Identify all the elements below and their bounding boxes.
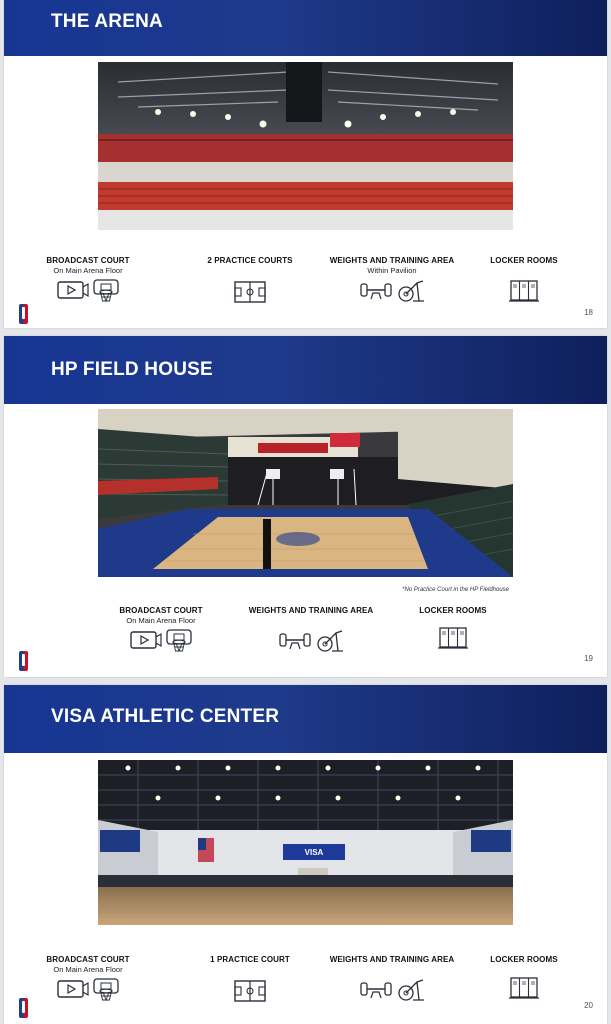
amenity-subtitle: On Main Arena Floor [53,266,123,275]
exercise-bike-icon [397,279,425,303]
slide-the-arena [4,0,607,328]
weight-bench-icon [278,629,312,651]
basketball-hoop-icon [93,279,119,303]
exercise-bike-icon [316,629,344,653]
basketball-hoop-icon [166,629,192,653]
amenity-title: BROADCAST COURT [46,955,130,964]
amenity-broadcast-court [13,955,163,1002]
amenity-weights-training [317,256,467,303]
amenity-title: LOCKER ROOMS [490,955,558,964]
slide-title: HP FIELD HOUSE [51,359,213,380]
amenity-title: BROADCAST COURT [46,256,130,265]
footnote: *No Practice Court in the HP Fieldhouse [402,587,509,593]
amenity-title: LOCKER ROOMS [419,606,487,615]
page-number: 18 [584,308,593,317]
visa-banner-text: VISA [304,848,324,857]
weight-bench-icon [359,978,393,1000]
amenity-title: WEIGHTS AND TRAINING AREA [248,606,374,615]
amenity-subtitle: On Main Arena Floor [53,965,123,974]
amenity-weights-training [236,606,386,653]
nba-logo [19,304,28,324]
amenity-title: WEIGHTS AND TRAINING AREA [329,256,455,265]
amenity-practice-court [175,955,325,1002]
slide-header [4,685,607,753]
slide-hp-field-house [4,336,607,677]
video-camera-icon [130,629,162,651]
arena-photo [98,62,513,230]
amenity-title: BROADCAST COURT [119,606,203,615]
page-number: 19 [584,654,593,663]
amenity-subtitle: On Main Arena Floor [126,616,196,625]
amenity-locker-rooms [449,955,599,999]
slide-title: VISA ATHLETIC CENTER [51,706,280,727]
amenity-broadcast-court [86,606,236,653]
amenity-practice-courts [175,256,325,303]
page-number: 20 [584,1001,593,1010]
amenity-weights-training [317,955,467,1002]
amenity-title: 1 PRACTICE COURT [210,955,290,964]
amenity-title: 2 PRACTICE COURTS [207,256,293,265]
amenity-locker-rooms [378,606,528,649]
nba-logo [19,998,28,1018]
lockers-icon [508,977,540,999]
amenity-locker-rooms [449,256,599,302]
weight-bench-icon [359,279,393,301]
visa-center-photo [98,760,513,925]
lockers-icon [437,627,469,649]
amenity-subtitle: Within Pavilion [367,266,417,275]
video-camera-icon [57,978,89,1000]
basketball-hoop-icon [93,978,119,1002]
amenity-title: WEIGHTS AND TRAINING AREA [329,955,455,964]
slide-header [4,0,607,56]
slide-title: THE ARENA [51,11,163,32]
amenity-title: LOCKER ROOMS [490,256,558,265]
nba-logo [19,651,28,671]
amenity-broadcast-court [13,256,163,303]
video-camera-icon [57,279,89,301]
basketball-court-icon [234,281,266,303]
slide-visa-athletic-center [4,685,607,1024]
field-house-photo [98,409,513,577]
basketball-court-icon [234,980,266,1002]
lockers-icon [508,280,540,302]
exercise-bike-icon [397,978,425,1002]
slide-header [4,336,607,404]
